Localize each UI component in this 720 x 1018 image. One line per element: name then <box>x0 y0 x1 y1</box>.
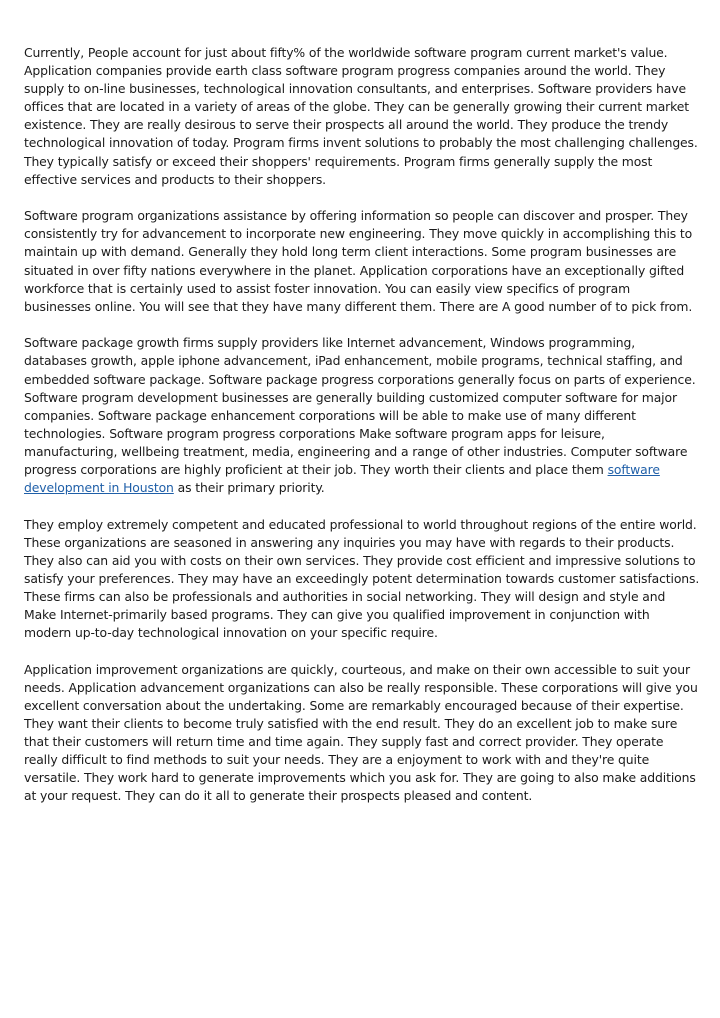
paragraph-5: Application improvement organizations are quickly, courteous, and make on their own accessible to suit your needs. Application advancement organizations can also be really responsible. These corporations will give you excellent conversation about the undertaking. Some are remarkably encouraged because of their expertise. They want their clients to become truly satisfied with the end result. They do an excellent job to make sure that their customers will return time and time again. They supply fast and correct provider. They operate really difficult to find methods to suit your needs. They are a enjoyment to work with and they're quite versatile. They work hard to generate improvements which you ask for. They are going to also make additions at your request. They can do it all to generate their prospects pleased and content. <box>24 661 698 804</box>
software-development-houston-link[interactable]: software development in Houston <box>24 461 660 496</box>
paragraph-3-text-before-link: Software package growth firms supply providers like Internet advancement, Windows programming, databases growth, apple iphone advancement, iPad enhancement, mobile programs, technical staffing, and embedded software package. Software package progress corporations generally focus on parts of experience. Software program development businesses are generally building customized computer software for major companies. Software package enhancement corporations will be able to make use of many different technologies. Software program progress corporations Make software program apps for leisure, manufacturing, wellbeing treatment, media, engineering and a range of other industries. Computer software progress corporations are highly proficient at their job. They worth their clients and place them <box>24 335 696 477</box>
paragraph-1: Currently, People account for just about fifty% of the worldwide software program current market's value. Application companies provide earth class software program progress companies around the world. They supply to on-line businesses, technological innovation consultants, and enterprises. Software providers have offices that are located in a variety of areas of the globe. They can be generally growing their current market existence. They are really desirous to serve their prospects all around the world. They produce the trendy technological innovation of today. Program firms invent solutions to probably the most challenging challenges. They typically satisfy or exceed their shoppers' requirements. Program firms generally supply the most effective services and products to their shoppers. <box>24 45 698 187</box>
paragraph-2: Software program organizations assistance by offering information so people can discover and prosper. They consistently try for advancement to incorporate new engineering. They move quickly in accomplishing this to maintain up with demand. Generally they hold long term client interactions. Some program businesses are situated in over fifty nations everywhere in the planet. Application corporations have an exceptionally gifted workforce that is certainly used to assist foster innovation. You can easily view specifics of program businesses online. You will see that they have many different them. There are A good number of to pick from. <box>24 208 693 314</box>
paragraph-4: They employ extremely competent and educated professional to world throughout regions of the entire world. These organizations are seasoned in answering any inquiries you may have with regards to their products. They also can aid you with costs on their own services. They provide cost efficient and impressive solutions to satisfy your preferences. They may have an exceedingly potent determination towards customer satisfactions. These firms can also be professionals and authorities in social networking. They will design and style and Make Internet-primarily based programs. They can give you qualified improvement in conjunction with modern up-to-day technological innovation on your specific require. <box>24 516 700 641</box>
document-body <box>24 44 700 824</box>
paragraph-3 <box>24 334 700 497</box>
paragraph-3-text-after-link: as their primary priority. <box>173 480 325 496</box>
